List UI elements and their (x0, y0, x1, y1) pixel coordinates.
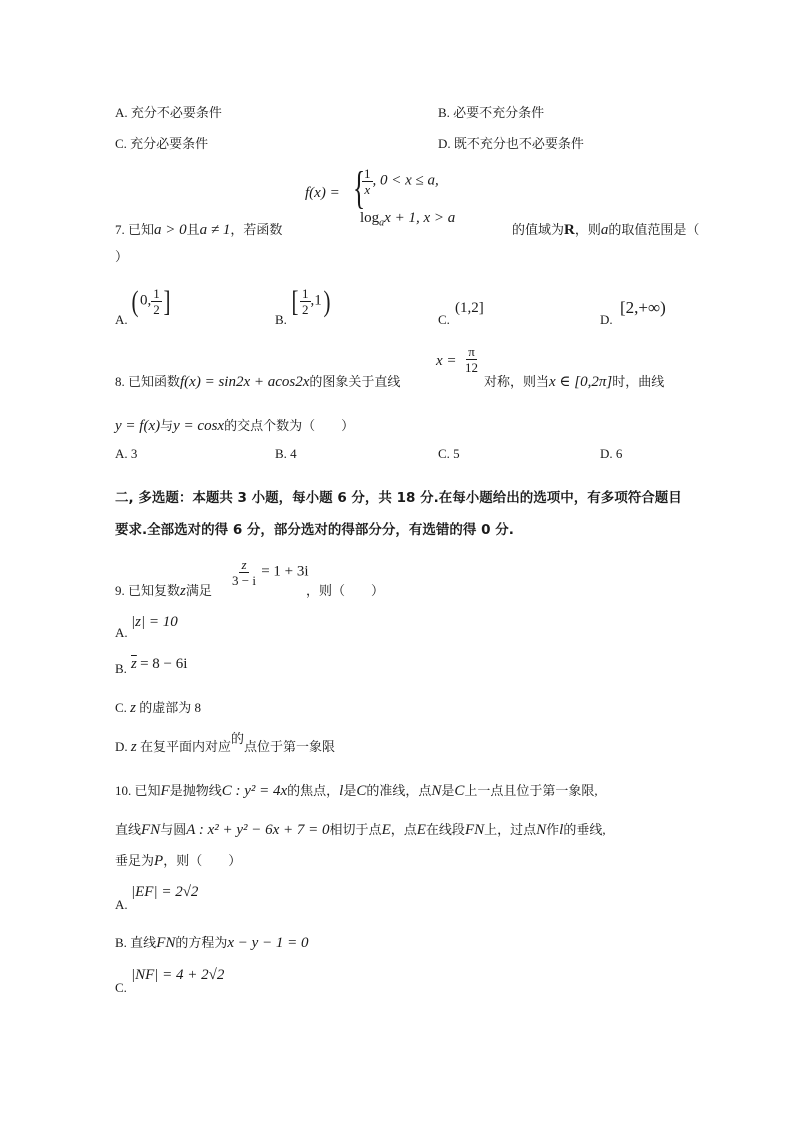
q6-option-c: C. 充分必要条件 (115, 136, 209, 151)
q9-stem-tail: ，则（ ） (306, 583, 385, 598)
q9-option-c: C. z 的虚部为 8 (115, 700, 202, 716)
q10-stem-line2: 直线FN与圆A : x² + y² − 6x + 7 = 0相切于点E，点E在线段FN上，过点N作l的垂线, (115, 822, 606, 838)
q9-option-a-value: |z| = 10 (131, 614, 178, 630)
q7-function-label: f(x) = (305, 185, 340, 201)
q6-option-d: D. 既不充分也不必要条件 (438, 136, 584, 151)
q10-stem-line1: 10. 已知F是抛物线C : y² = 4x的焦点，l是C的准线，点N是C上一点且位于第一象限, (115, 783, 598, 799)
q7-piecewise-brace: { (352, 162, 366, 213)
q8-stem-line1-tail: 对称，则当x ∈ [0,2π]时，曲线 (484, 374, 665, 390)
q7-stem-prefix: 7. 已知a > 0且a ≠ 1，若函数 (115, 222, 283, 238)
q8-line-equation: x = (436, 353, 457, 369)
q8-stem-line1: 8. 已知函数f(x) = sin2x + acos2x的图象关于直线 (115, 374, 401, 390)
section-2-heading-line1: 二, 多选题：本题共 3 小题，每小题 6 分，共 18 分.在每小题给出的选项中，有多项符合题目 (115, 490, 682, 506)
q7-option-d-label: D. (600, 312, 613, 327)
q10-option-a-label: A. (115, 897, 128, 912)
q6-option-a: A. 充分不必要条件 (115, 105, 222, 120)
q9-option-d: D. z 在复平面内对应的点位于第一象限 (115, 731, 336, 755)
q10-option-c-value: |NF| = 4 + 2√2 (131, 967, 225, 983)
q8-stem-line2: y = f(x)与y = cosx的交点个数为（ ） (115, 418, 355, 434)
q7-option-b-value: [ $\frac{1}{2}$ ,1) (291, 284, 331, 318)
q6-option-b: B. 必要不充分条件 (438, 105, 545, 120)
q8-option-c: C. 5 (438, 446, 460, 461)
q7-option-c-value: (1,2] (455, 300, 484, 316)
q8-option-b: B. 4 (275, 446, 297, 461)
q8-option-d: D. 6 (600, 446, 623, 461)
q7-case-1: $\frac{1}{x}$ , 0 < x ≤ a, (364, 166, 439, 197)
q9-stem: 9. 已知复数z满足 (115, 583, 212, 599)
q7-case-2: $\log_ax + 1$, x > a (360, 210, 456, 229)
q7-option-a-value: ( 0, $\frac{1}{2}$ ] (131, 284, 171, 318)
q7-stem-tail: 的值域为R，则a的取值范围是（ (512, 222, 700, 238)
section-2-heading-line2: 要求.全部选对的得 6 分，部分选对的得部分分，有选错的得 0 分. (115, 522, 514, 538)
q9-option-b-value: $\overline{z} = 8 - 6i$ (131, 656, 188, 672)
q10-option-a-value: |EF| = 2√2 (131, 884, 199, 900)
q10-option-b: B. 直线FN的方程为x − y − 1 = 0 (115, 935, 309, 951)
q10-stem-line3: 垂足为P，则（ ） (115, 853, 242, 869)
q7-option-b-label: B. (275, 312, 287, 327)
q9-equation: $\frac{z}{3 - i}$ = 1 + 3i (232, 557, 309, 588)
q8-pi-fraction: $\frac{\pi}{12}$ (465, 344, 478, 375)
q7-stem-close: ） (115, 249, 129, 264)
q7-option-c-label: C. (438, 312, 450, 327)
q8-option-a: A. 3 (115, 446, 138, 461)
q9-option-a-label: A. (115, 625, 128, 640)
q9-option-b-label: B. (115, 661, 127, 676)
q7-option-d-value: [2,+∞) (620, 298, 666, 317)
q10-option-c-label: C. (115, 980, 127, 995)
q7-option-a-label: A. (115, 312, 128, 327)
